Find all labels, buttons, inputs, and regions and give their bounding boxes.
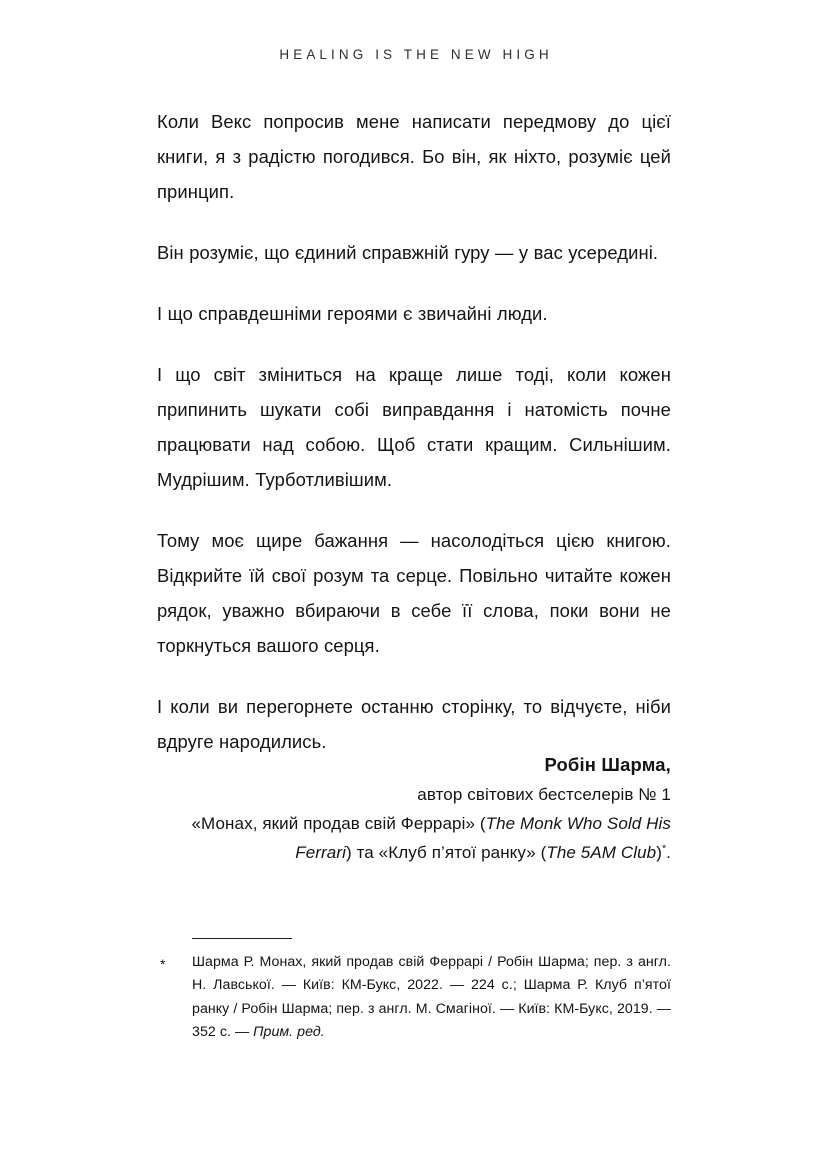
body-paragraph: І що справдешніми героями є звичайні люди. (157, 303, 548, 324)
author-titles-line-2 (157, 838, 671, 867)
author-titles-line-1 (157, 809, 671, 838)
footnote-editor-note: Прим. ред. (253, 1024, 325, 1041)
body-text-column (157, 104, 671, 759)
title-5am-club-italic: The 5AM Club (546, 843, 657, 862)
footnote-text (192, 951, 671, 1045)
author-attribution (157, 750, 671, 867)
title-ferrari-italic: Ferrari (295, 843, 347, 862)
titles-prefix: «Монах, який продав свій Феррарі» ( (191, 814, 486, 833)
body-paragraph: Коли Векс попросив мене написати передмову до цієї книги, я з радістю погодився. Бо він, як ніхто, розуміє цей принцип. (157, 111, 671, 202)
running-head: HEALING IS THE NEW HIGH (279, 47, 553, 62)
body-paragraph: І що світ зміниться на краще лише тоді, коли кожен припинить шукати собі виправдання і натомість почне працювати над собою. Щоб стати кращим. Сильнішим. Мудрішим. Турботливішим. (157, 364, 671, 490)
footnote-body (157, 951, 671, 1045)
author-name: Робін Шарма, (544, 754, 671, 775)
footnote-divider (192, 938, 292, 939)
footnote-reference-marker[interactable]: * (661, 842, 667, 855)
titles-middle: ) та «Клуб п’ятої ранку» ( (346, 843, 547, 862)
author-role: автор світових бестселерів № 1 (417, 785, 671, 804)
titles-suffix: ) (656, 843, 662, 862)
footnote-section (157, 938, 671, 1045)
title-monk-italic: The Monk Who Sold His (485, 814, 671, 833)
footnote-text-main: Шарма Р. Монах, який продав свій Феррарі / Робін Шарма; пер. з англ. Н. Лавської. — Київ: КМ-Букс, 2022. — 224 с.; Шарма Р. Клуб п’ятої ранку / Робін Шарма; пер. з англ. М. Смагіної. — Київ: КМ-Букс, 2019. — 352 с. — (192, 954, 671, 1041)
body-paragraph: І коли ви перегорнете останню сторінку, то відчуєте, ніби вдруге народились. (157, 696, 671, 752)
footnote-star-marker: * (160, 956, 166, 972)
body-paragraph: Він розуміє, що єдиний справжній гуру — у вас усередині. (157, 242, 659, 263)
body-paragraph: Тому моє щире бажання — насолодіться цією книгою. Відкрийте їй свої розум та серце. Повільно читайте кожен рядок, уважно вбираючи в себе її слова, поки вони не торкнуться вашого серця. (157, 530, 671, 656)
titles-end-period: . (666, 843, 671, 862)
